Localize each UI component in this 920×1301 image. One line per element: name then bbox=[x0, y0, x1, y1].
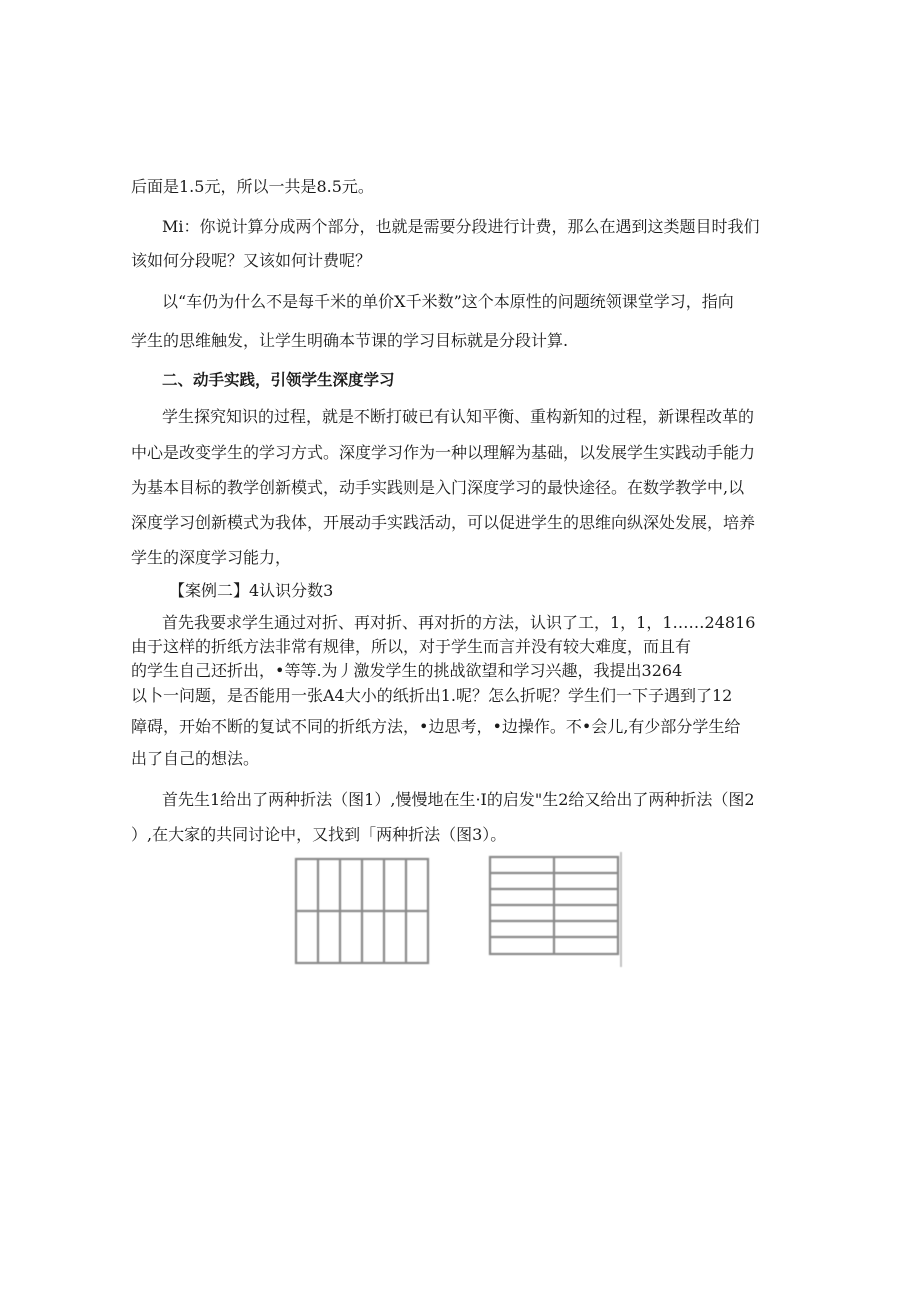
fold-grid-columns bbox=[292, 855, 432, 967]
fold-figure-columns bbox=[292, 855, 432, 967]
fold-grid-rows bbox=[486, 852, 626, 967]
fold-figure-rows bbox=[486, 852, 626, 967]
text-line: 由于这样的折纸方法非常有规律，所以，对于学生而言并没有较大难度，而且有 bbox=[131, 637, 692, 656]
section-heading: 二、动手实践，引领学生深度学习 bbox=[162, 371, 395, 389]
text-line: 学生探究知识的过程，就是不断打破已有认知平衡、重构新知的过程，新课程改革的 bbox=[162, 407, 755, 426]
text-line: ）,在大家的共同讨论中，又找到「两种折法（图3）。 bbox=[131, 825, 507, 844]
case-title: 【案例二】4认识分数3 bbox=[169, 581, 334, 600]
text-line: 学生的深度学习能力， bbox=[131, 548, 292, 567]
text-line: 以“车仍为什么不是每千米的单价X千米数”这个本原性的问题统领课堂学习，指向 bbox=[162, 292, 734, 311]
text-line: 为基本目标的教学创新模式，动手实践则是入门深度学习的最快途径。在数学教学中,以 bbox=[131, 478, 745, 497]
text-line: 后面是1.5元，所以一共是8.5元。 bbox=[131, 177, 374, 196]
text-line: Mi：你说计算分成两个部分，也就是需要分段进行计费，那么在遇到这类题目时我们 bbox=[162, 217, 760, 236]
text-line: 学生的思维触发，让学生明确本节课的学习目标就是分段计算. bbox=[131, 331, 569, 350]
text-line: 障碍，开始不断的复试不同的折纸方法，•边思考，•边操作。不•会儿,有少部分学生给 bbox=[131, 717, 741, 736]
text-line: 以卜一问题，是否能用一张A4大小的纸折出1.呢？怎么折呢？学生们一下子遇到了12 bbox=[131, 686, 733, 705]
text-line: 的学生自己还折出，•等等.为丿激发学生的挑战欲望和学习兴趣，我提出3264 bbox=[131, 661, 683, 680]
text-line: 首先生1给出了两种折法（图1）,慢慢地在生·I的启发"生2给又给出了两种折法（图2 bbox=[162, 790, 755, 809]
text-line: 深度学习创新模式为我体，开展动手实践活动，可以促进学生的思维向纵深处发展，培养 bbox=[131, 513, 756, 532]
text-line: 中心是改变学生的学习方式。深度学习作为一种以理解为基础，以发展学生实践动手能力 bbox=[131, 443, 756, 462]
text-line: 出了自己的想法。 bbox=[131, 749, 260, 768]
text-line: 该如何分段呢？又该如何计费呢？ bbox=[131, 251, 372, 270]
text-line: 首先我要求学生通过对折、再对折、再对折的方法，认识了工，1，1，1……24816 bbox=[162, 613, 756, 632]
